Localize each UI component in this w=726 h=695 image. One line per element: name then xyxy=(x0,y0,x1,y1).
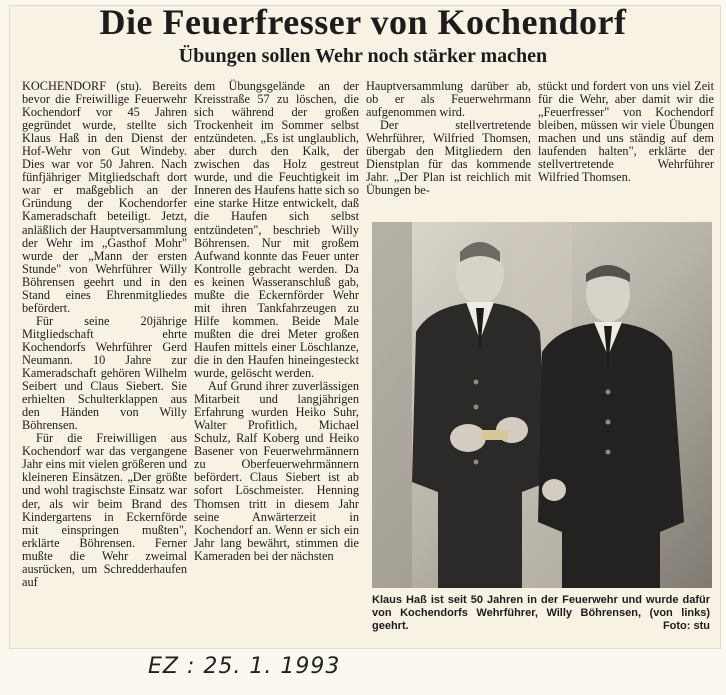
article-column-1 xyxy=(22,80,187,589)
handwritten-date-note: EZ : 25. 1. 1993 xyxy=(148,654,341,679)
paragraph: Für seine 20jährige Mitgliedschaft ehrte Kochendorfs Wehrführer Gerd Neumann. 10 Jahre zur Kameradschaft gehören Wilhelm Seibert und Claus Siebert. Sie erhielten Schulterklappen aus den Händen von Willy Böhrensen. xyxy=(22,313,187,433)
photo-caption xyxy=(372,594,710,633)
photo-credit: Foto: stu xyxy=(662,620,710,632)
paragraph: Für die Freiwilligen aus Kochendorf war das vergangene Jahr eins mit vielen größeren und kleineren Einsätzen. „Der größte und wohl tragischste Einsatz war der, als wir beim Brand des Kindergartens in Eckernförde mit einspringen mußten", erklärte Böhrensen. Ferner mußte die Wehr zweimal ausrücken, um Schredderhaufen auf xyxy=(22,431,187,589)
paragraph: Auf Grund ihrer zuverlässigen Mitarbeit und langjährigen Erfahrung wurden Heiko Suhr, Walter Profitlich, Michael Schulz, Ralf Koberg und Heiko Basener von Feuerwehrmännern zu Oberfeuerwehrmännern befördert. Claus Siebert ist ab sofort Löschmeister. Henning Thomsen tritt in diesem Jahr seine Anwärterzeit in Kochendorf an. Wenn er sich ein Jahr lang bewährt, stimmen die Kameraden bei der nächsten xyxy=(194,379,359,563)
photo-two-firemen xyxy=(372,222,712,588)
subheadline: Übungen sollen Wehr noch stärker machen xyxy=(178,45,548,67)
paragraph: Hauptversammlung darüber ab, ob er als Feuerwehrmann aufgenommen wird. xyxy=(366,79,531,120)
paragraph: KOCHENDORF (stu). Bereits bevor die Freiwillige Feuerwehr Kochendorf vor 45 Jahren gegründet wurde, stellte sich Klaus Haß in den Dienst der Hof-Wehr von Gut Windeby. Dies war vor 50 Jahren. Nach fünfjähriger Mitgliedschaft dort war er maßgeblich an der Gründung der Kochendorfer Kameradschaft beteiligt. Jetzt, anläßlich der Hauptversammlung der Wehr im „Gasthof Mohr" wurde der „Mann der ersten Stunde" von Wehrführer Willy Böhrensen geehrt und in den Stand eines Ehrenmitgliedes befördert. xyxy=(22,79,187,315)
headline: Die Feuerfresser von Kochendorf xyxy=(99,2,627,42)
article-column-2 xyxy=(194,80,359,563)
caption-text: Klaus Haß ist seit 50 Jahren in der Feuerwehr und wurde dafür von Kochendorfs Wehrführer, Willy Böhrensen, (von links) geehrt. xyxy=(372,594,710,632)
article-column-4 xyxy=(538,80,714,184)
paragraph: stückt und fordert von uns viel Zeit für die Wehr, aber damit wir die „Feuerfresser" von Kochendorf bleiben, müssen wir viele Übungen machen und uns ständig auf dem laufenden halten", erklärte der stellvertretende Wehrführer Wilfried Thomsen. xyxy=(538,79,714,185)
article-column-3 xyxy=(366,80,531,197)
paragraph: Der stellvertretende Wehrführer, Wilfried Thomsen, übergab den Mitgliedern den Dienstplan für das kommende Jahr. „Der Plan ist reichlich mit Übungen be- xyxy=(366,118,531,198)
article-photo xyxy=(372,222,712,588)
paragraph: dem Übungsgelände an der Kreisstraße 57 zu löschen, die sich während der großen Trockenheit im Sommer selbst entzündeten. „Es ist unglaublich, aber durch den Kalk, der zwischen das Holz gestreut wurde, und die Feuchtigkeit im Inneren des Haufens hatte sich so eine starke Hitze entwickelt, daß die Haufen sich selbst entzündeten", beschrieb Willy Böhrensen. Nur mit großem Aufwand konnte das Feuer unter Kontrolle gebracht werden. Da es keinen Wasseranschluß gab, mußte die Eckernförder Wehr mit ihren Tankfahrzeugen zu Hilfe kommen. Beide Male mußten die drei Meter großen Haufen mittels einer Löschlanze, die in den Haufen hineingesteckt wurde, gelöscht werden. xyxy=(194,79,359,381)
